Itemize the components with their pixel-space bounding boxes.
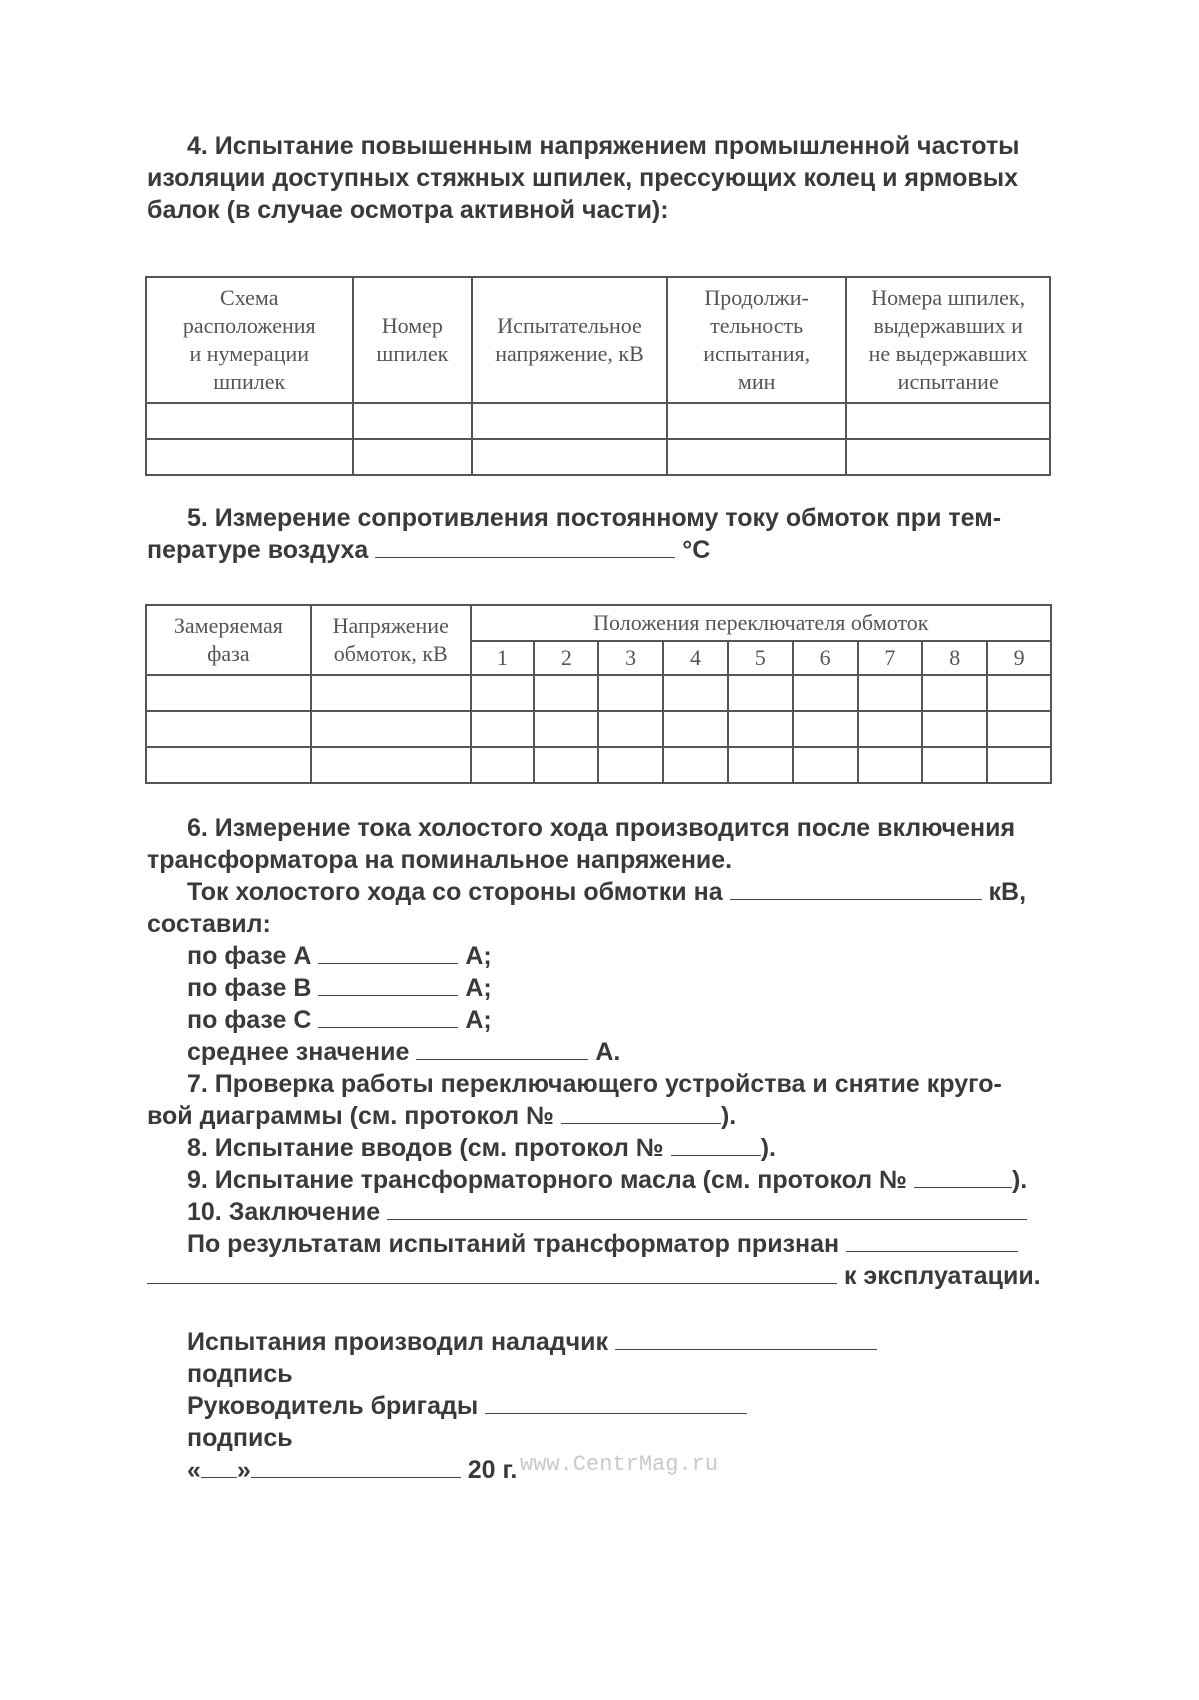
table-row: [146, 439, 1050, 475]
air-temperature-field[interactable]: [375, 535, 675, 558]
table-header-row: [146, 605, 1051, 641]
leader-signature-caption: подпись: [187, 1424, 293, 1452]
section-7-line-1: 7. Проверка работы переключающего устройства и снятие круго-: [187, 1070, 1002, 1098]
table-cell[interactable]: [146, 403, 353, 439]
table-cell[interactable]: [922, 675, 987, 711]
date-month-field[interactable]: [251, 1455, 461, 1478]
table-cell[interactable]: [353, 439, 473, 475]
table-cell[interactable]: [728, 675, 793, 711]
table-cell[interactable]: [987, 711, 1051, 747]
position-header: 4: [663, 641, 728, 675]
table-cell[interactable]: [471, 747, 535, 783]
table-cell[interactable]: [922, 711, 987, 747]
section-6-line-3: Ток холостого хода со стороны обмотки на кВ,: [187, 878, 1027, 906]
table-cell[interactable]: [146, 439, 353, 475]
table-cell[interactable]: [846, 439, 1050, 475]
section-5-line-2: пературе воздуха °С: [147, 536, 711, 564]
table-cell[interactable]: [311, 675, 471, 711]
position-header: 2: [534, 641, 598, 675]
table-cell[interactable]: [846, 403, 1050, 439]
table-cell[interactable]: [146, 675, 311, 711]
header-scheme: Схема расположения и нумерации шпилек: [146, 277, 353, 403]
table-cell[interactable]: [534, 711, 598, 747]
table-cell[interactable]: [534, 675, 598, 711]
table-cell[interactable]: [311, 747, 471, 783]
position-header: 9: [987, 641, 1051, 675]
table-cell[interactable]: [663, 675, 728, 711]
position-header: 3: [598, 641, 663, 675]
section-10-line: 10. Заключение: [147, 1196, 1052, 1228]
average-line: среднее значение А.: [187, 1038, 621, 1066]
section-5-line-1: 5. Измерение сопротивления постоянному току обмоток при тем-: [187, 504, 1002, 532]
conclusion-field[interactable]: [387, 1197, 1027, 1220]
position-header: 7: [858, 641, 923, 675]
table-cell[interactable]: [987, 675, 1051, 711]
table-winding-resistance: [145, 604, 1052, 784]
table-cell[interactable]: [793, 675, 858, 711]
section-4: [147, 130, 1052, 226]
position-header: 6: [793, 641, 858, 675]
table-cell[interactable]: [146, 711, 311, 747]
table-cell[interactable]: [728, 747, 793, 783]
table-row: [146, 747, 1051, 783]
result-field-continued[interactable]: [147, 1261, 837, 1284]
table-header-row: [146, 277, 1050, 403]
table-row: [146, 711, 1051, 747]
table-cell[interactable]: [472, 439, 667, 475]
date-year: 20 г.: [467, 1456, 518, 1484]
table-stud-insulation: [145, 276, 1051, 476]
table-cell[interactable]: [858, 747, 923, 783]
table-cell[interactable]: [793, 747, 858, 783]
leader-line: Руководитель бригады: [147, 1390, 1052, 1422]
header-winding-voltage: Напряжение обмоток, кВ: [311, 605, 471, 675]
table-row: [146, 675, 1051, 711]
header-switch-positions: Положения переключателя обмоток: [471, 605, 1051, 641]
section-6-line-4: составил:: [147, 910, 271, 938]
date-line: « » 20 г.: [187, 1456, 518, 1484]
phase-c-field[interactable]: [318, 1005, 458, 1028]
table-cell[interactable]: [534, 747, 598, 783]
header-duration: Продолжи- тельность испытания, мин: [667, 277, 847, 403]
phase-b-line: по фазе В А;: [187, 974, 492, 1002]
table-cell[interactable]: [667, 439, 847, 475]
table-cell[interactable]: [598, 675, 663, 711]
date-day-field[interactable]: [201, 1455, 237, 1478]
header-stud-number: Номер шпилек: [353, 277, 473, 403]
table-cell[interactable]: [793, 711, 858, 747]
section-4-line-2: изоляции доступных стяжных шпилек, прессующих колец и ярмовых: [147, 164, 1018, 192]
section-4-line-3: балок (в случае осмотра активной части):: [147, 196, 669, 224]
section-4-line-1: 4. Испытание повышенным напряжением промышленной частоты: [187, 132, 1020, 160]
table-cell[interactable]: [472, 403, 667, 439]
table-cell[interactable]: [311, 711, 471, 747]
table-cell[interactable]: [663, 711, 728, 747]
section-6-line-1: 6. Измерение тока холостого хода производится после включения: [187, 814, 1016, 842]
protocol-9-field[interactable]: [914, 1165, 1012, 1188]
table-cell[interactable]: [728, 711, 793, 747]
section-7-line-2: вой диаграммы (см. протокол № ).: [147, 1102, 737, 1130]
result-field[interactable]: [846, 1229, 1018, 1252]
header-measured-phase: Замеряемая фаза: [146, 605, 311, 675]
watermark: www.CentrMag.ru: [520, 1452, 719, 1477]
phase-a-field[interactable]: [318, 941, 458, 964]
tester-signature-caption: подпись: [187, 1360, 293, 1388]
average-field[interactable]: [416, 1037, 588, 1060]
table-cell[interactable]: [663, 747, 728, 783]
winding-voltage-field[interactable]: [730, 877, 982, 900]
result-line-2: к эксплуатации.: [147, 1260, 1052, 1292]
table-row: [146, 403, 1050, 439]
phase-b-field[interactable]: [318, 973, 458, 996]
table-cell[interactable]: [598, 711, 663, 747]
tester-line: Испытания производил наладчик: [147, 1326, 1052, 1358]
header-passed-studs: Номера шпилек, выдержавших и не выдержавших испытание: [846, 277, 1050, 403]
section-6-line-2: трансформатора на поминальное напряжение.: [147, 846, 733, 874]
leader-signature-field[interactable]: [485, 1391, 747, 1414]
table-cell[interactable]: [858, 675, 923, 711]
table-cell[interactable]: [353, 403, 473, 439]
table-cell[interactable]: [146, 747, 311, 783]
table-cell[interactable]: [667, 403, 847, 439]
sections-6-10: [147, 812, 1052, 1292]
position-header: 8: [922, 641, 987, 675]
table-cell[interactable]: [471, 711, 535, 747]
position-header: 5: [728, 641, 793, 675]
protocol-8-field[interactable]: [671, 1133, 761, 1156]
phase-c-line: по фазе С А;: [187, 1006, 492, 1034]
section-5: [147, 502, 1052, 566]
tester-signature-field[interactable]: [615, 1327, 877, 1350]
phase-a-line: по фазе А А;: [187, 942, 492, 970]
result-line: По результатам испытаний трансформатор признан: [147, 1228, 1052, 1260]
table-cell[interactable]: [598, 747, 663, 783]
table-cell[interactable]: [922, 747, 987, 783]
protocol-7-field[interactable]: [561, 1101, 721, 1124]
table-cell[interactable]: [858, 711, 923, 747]
position-header: 1: [471, 641, 535, 675]
table-cell[interactable]: [471, 675, 535, 711]
header-test-voltage: Испытательное напряжение, кВ: [472, 277, 667, 403]
section-8-line: 8. Испытание вводов (см. протокол № ).: [187, 1134, 776, 1162]
section-9-line: 9. Испытание трансформаторного масла (см. протокол № ).: [187, 1166, 1028, 1194]
table-cell[interactable]: [987, 747, 1051, 783]
